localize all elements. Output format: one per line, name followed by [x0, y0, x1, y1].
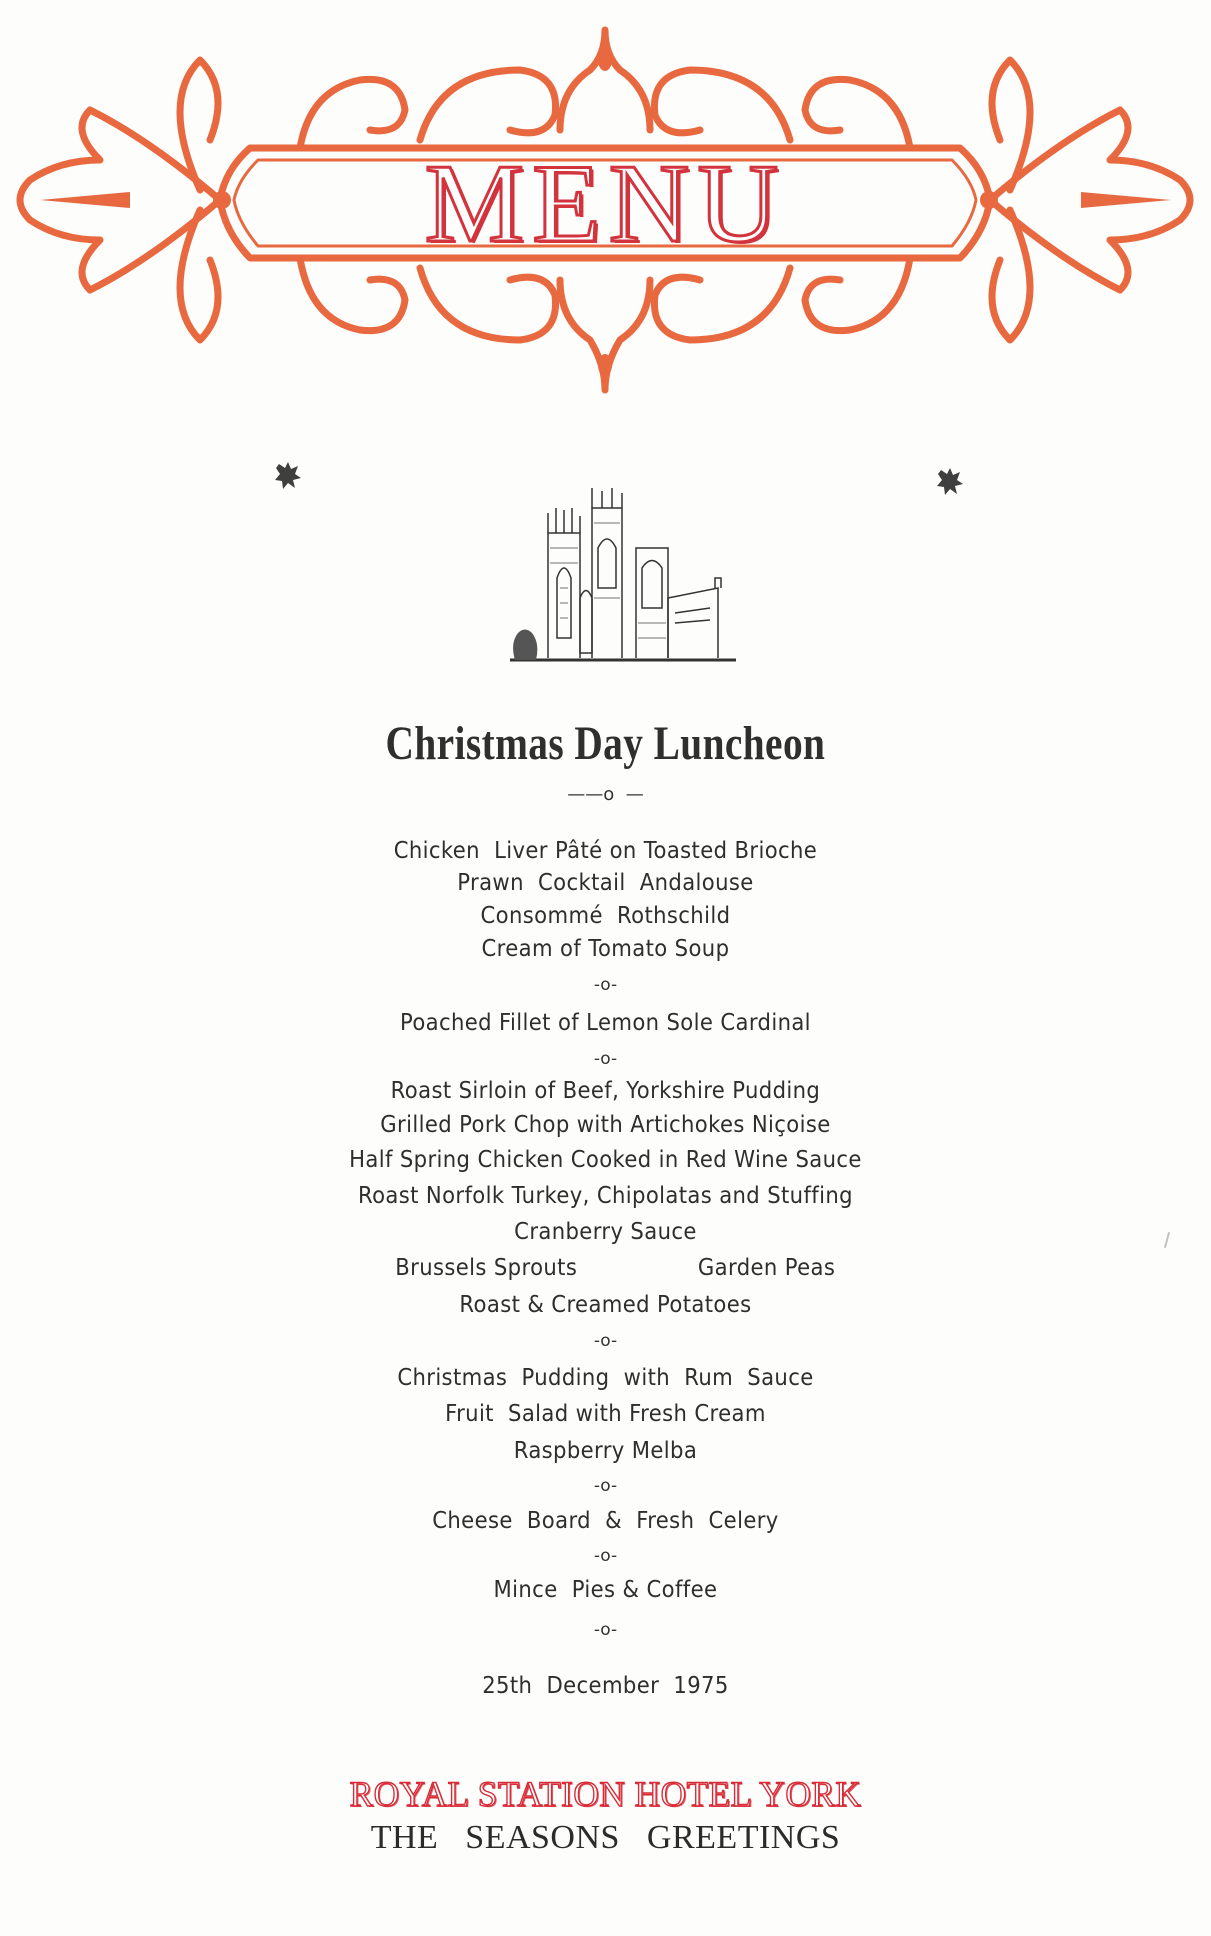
menu-item: Roast Sirloin of Beef, Yorkshire Pudding [390, 1078, 821, 1104]
course-separator: -o- [593, 1620, 618, 1640]
course-separator: -o- [593, 1546, 618, 1566]
menu-item: Half Spring Chicken Cooked in Red Wine Sauce [349, 1147, 862, 1173]
hotel-name: ROYAL STATION HOTEL YORK [349, 1774, 862, 1814]
menu-item: Consommé Rothschild [480, 903, 731, 929]
menu-item-coffee: Mince Pies & Coffee [493, 1577, 718, 1603]
menu-item: Roast & Creamed Potatoes [459, 1292, 752, 1318]
event-date: 25th December 1975 [482, 1673, 729, 1699]
menu-item: Garden Peas [697, 1255, 836, 1281]
menu-item: Christmas Pudding with Rum Sauce [397, 1365, 814, 1391]
course-separator: -o- [593, 1476, 618, 1496]
menu-item: Raspberry Melba [513, 1438, 698, 1464]
menu-item-cheese: Cheese Board & Fresh Celery [432, 1508, 779, 1534]
menu-item: Fruit Salad with Fresh Cream [445, 1401, 766, 1427]
scan-mark [1164, 1232, 1170, 1248]
menu-item: Roast Norfolk Turkey, Chipolatas and Stuffing [357, 1183, 853, 1209]
menu-item: Prawn Cocktail Andalouse [457, 870, 754, 896]
event-title: Christmas Day Luncheon [385, 717, 826, 770]
menu-item: Brussels Sprouts [395, 1255, 578, 1281]
menu-item: Cream of Tomato Soup [481, 936, 730, 962]
course-separator: -o- [593, 1331, 618, 1351]
holly-sprig-icon [273, 460, 303, 490]
menu-item: Poached Fillet of Lemon Sole Cardinal [399, 1010, 811, 1036]
menu-heading: MENU [424, 142, 787, 266]
menu-item: Chicken Liver Pâté on Toasted Brioche [393, 838, 818, 864]
course-separator: -o- [593, 1049, 618, 1069]
menu-sides-row [48, 1253, 1162, 1283]
menu-item: Cranberry Sauce [514, 1219, 697, 1245]
cathedral-illustration [510, 488, 736, 663]
title-divider: ——o — [567, 784, 644, 805]
holly-sprig-icon [935, 466, 965, 496]
menu-item: Grilled Pork Chop with Artichokes Niçoise [380, 1112, 831, 1138]
seasons-greetings: THE SEASONS GREETINGS [370, 1819, 841, 1856]
course-separator: -o- [593, 975, 618, 995]
